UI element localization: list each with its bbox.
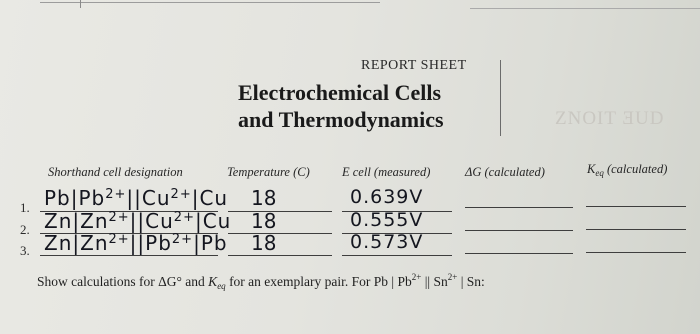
keq-blank-line xyxy=(586,252,686,253)
keq-k: K xyxy=(587,162,596,176)
ecell-handwritten: 0.639V xyxy=(350,186,424,208)
footer-part1: Show calculations for ΔG° and xyxy=(37,274,209,289)
calculation-instruction xyxy=(37,272,485,291)
dg-blank-line xyxy=(465,253,573,254)
row-number: 1. xyxy=(20,200,30,215)
col-header-dg: ΔG (calculated) xyxy=(465,165,545,179)
blank-line xyxy=(228,211,332,212)
footer-k: K xyxy=(208,274,218,289)
col-header-keq xyxy=(587,162,667,178)
temperature-handwritten: 18 xyxy=(251,231,277,255)
blank-line xyxy=(40,255,218,256)
keq-subscript: eq xyxy=(595,168,604,178)
ecell-handwritten: 0.555V xyxy=(350,209,424,231)
col-header-shorthand: Shorthand cell designation xyxy=(48,165,183,179)
cell-designation-handwritten: $Zn|Zn^{2+}||Pb^{2+}|Pb$ xyxy=(44,231,228,255)
blank-line xyxy=(228,233,332,234)
cell-designation-handwritten: $Zn|Zn^{2+}||Cu^{2+}|Cu$ xyxy=(44,209,232,233)
page-title-line2: and Thermodynamics xyxy=(238,107,444,132)
top-tick-marks xyxy=(80,0,381,8)
top-rule-right xyxy=(470,8,700,9)
footer-sup1: 2+ xyxy=(411,272,422,282)
report-sheet-label: REPORT SHEET xyxy=(361,58,467,73)
temperature-handwritten: 18 xyxy=(251,209,277,233)
page-title-line1: Electrochemical Cells xyxy=(238,80,442,105)
footer-part4: | Sn: xyxy=(457,274,485,289)
col-header-ecell: E cell (measured) xyxy=(342,165,431,179)
col-header-temperature: Temperature (C) xyxy=(227,165,310,179)
footer-k-subscript: eq xyxy=(217,281,226,291)
blank-line xyxy=(342,255,452,256)
dg-blank-line xyxy=(465,207,573,208)
footer-sup2: 2+ xyxy=(447,272,458,282)
keq-rest: (calculated) xyxy=(603,162,668,176)
row-number: 3. xyxy=(20,243,30,258)
keq-blank-line xyxy=(586,206,686,207)
footer-part3: || Sn xyxy=(421,274,448,289)
keq-blank-line xyxy=(586,229,686,230)
ecell-handwritten: 0.573V xyxy=(350,231,424,253)
dg-blank-line xyxy=(465,230,573,231)
cell-designation-handwritten: $Pb|Pb^{2+}||Cu^{2+}|Cu$ xyxy=(44,186,229,210)
temperature-handwritten: 18 xyxy=(251,186,277,210)
row-number: 2. xyxy=(20,222,30,237)
blank-line xyxy=(228,255,332,256)
footer-part2: for an exemplary pair. For Pb | Pb xyxy=(225,274,412,289)
vertical-divider xyxy=(500,60,501,136)
bleed-through-text: ZNOIT ƎUD xyxy=(555,108,665,129)
